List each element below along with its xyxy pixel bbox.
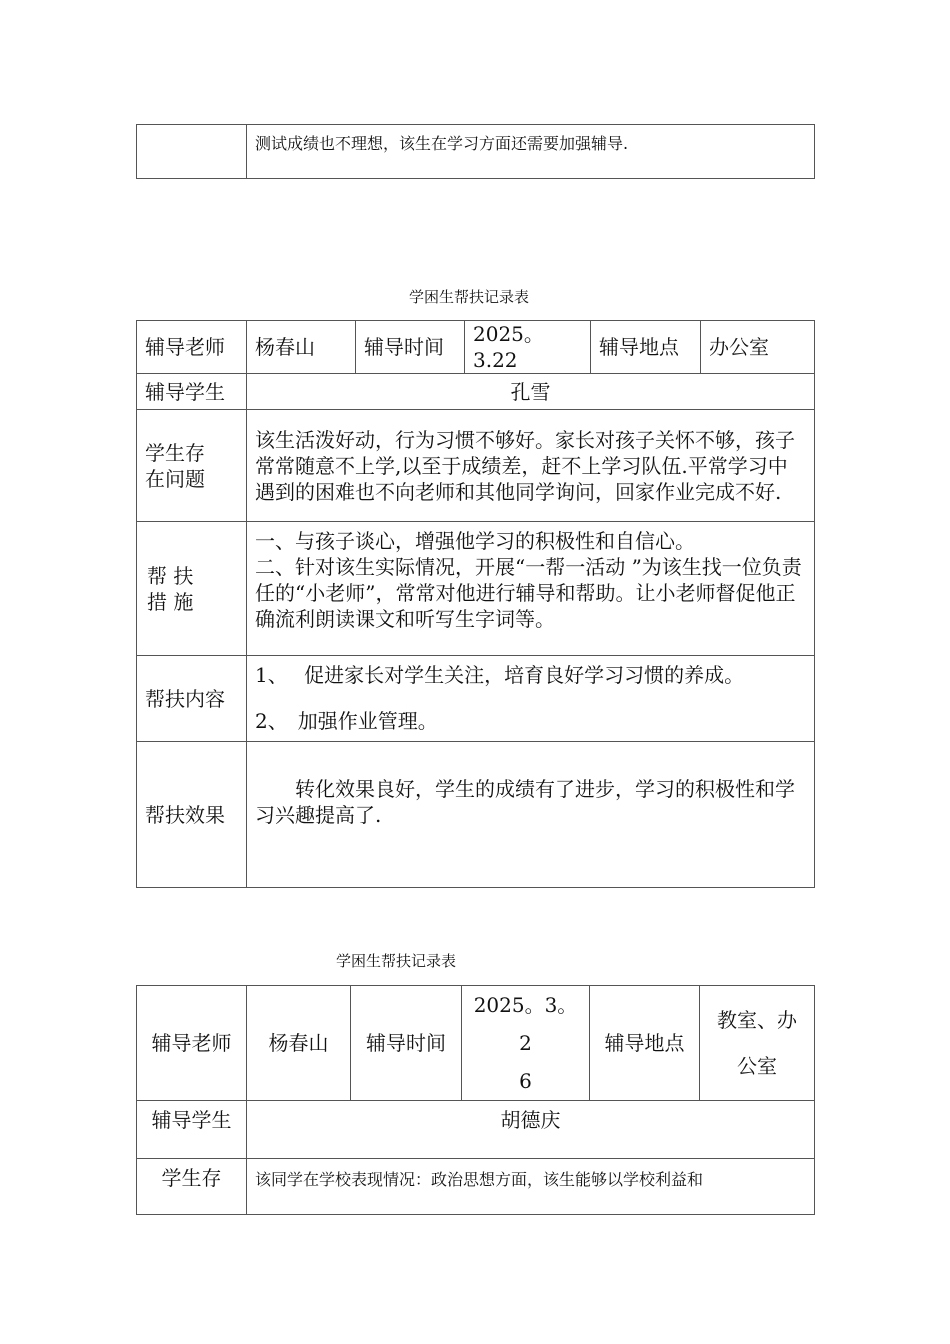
record-table-1: [136, 320, 815, 888]
measures-label: 帮 扶 措 施: [137, 522, 247, 656]
time-value: 2025。3。2 6: [462, 986, 590, 1101]
record-table-2: [136, 985, 815, 1215]
problem-label: 学生存 在问题: [137, 410, 247, 522]
place-label: 辅导地点: [591, 321, 701, 374]
effect-label: 帮扶效果: [137, 742, 247, 888]
student-label: 辅导学生: [137, 1101, 247, 1159]
teacher-value: 杨春山: [247, 986, 351, 1101]
problem-text: 该同学在学校表现情况：政治思想方面，该生能够以学校利益和: [247, 1159, 815, 1215]
problem-text: 该生活泼好动，行为习惯不够好。家长对孩子关怀不够，孩子常常随意不上学,以至于成绩差，赶不上学习队伍.平常学习中遇到的困难也不向老师和其他同学询问，回家作业完成不好.: [247, 410, 815, 522]
place-value: 教室、办 公室: [700, 986, 815, 1101]
teacher-value: 杨春山: [247, 321, 356, 374]
place-label: 辅导地点: [590, 986, 700, 1101]
time-label: 辅导时间: [351, 986, 462, 1101]
content-item-2: 2、 加强作业管理。: [255, 709, 438, 733]
student-label: 辅导学生: [137, 374, 247, 410]
problem-label: 学生存: [137, 1159, 247, 1215]
student-value: 胡德庆: [247, 1101, 815, 1159]
teacher-label: 辅导老师: [137, 321, 247, 374]
table1-caption: 学困生帮扶记录表: [409, 288, 530, 306]
fragment-label-cell: [137, 125, 247, 179]
table2-caption: 学困生帮扶记录表: [336, 952, 457, 970]
content-label: 帮扶内容: [137, 656, 247, 742]
measures-text: 一、与孩子谈心，增强他学习的积极性和自信心。 二、针对该生实际情况，开展“一帮一活动 ”为该生找一位负责任的“小老师”，常常对他进行辅导和帮助。让小老师督促他正确流利朗读课文和听写生字词等。: [247, 522, 815, 656]
content-item-1: 1、 促进家长对学生关注，培育良好学习习惯的养成。: [255, 663, 745, 687]
content-cell: [247, 656, 815, 742]
time-label: 辅导时间: [356, 321, 465, 374]
place-value: 办公室: [701, 321, 815, 374]
effect-text: 转化效果良好，学生的成绩有了进步，学习的积极性和学习兴趣提高了.: [247, 742, 815, 888]
student-value: 孔雪: [247, 374, 815, 410]
fragment-text: 测试成绩也不理想，该生在学习方面还需要加强辅导.: [247, 125, 815, 179]
time-value: 2025。3.22: [465, 321, 591, 374]
fragment-table: [136, 124, 815, 179]
teacher-label: 辅导老师: [137, 986, 247, 1101]
